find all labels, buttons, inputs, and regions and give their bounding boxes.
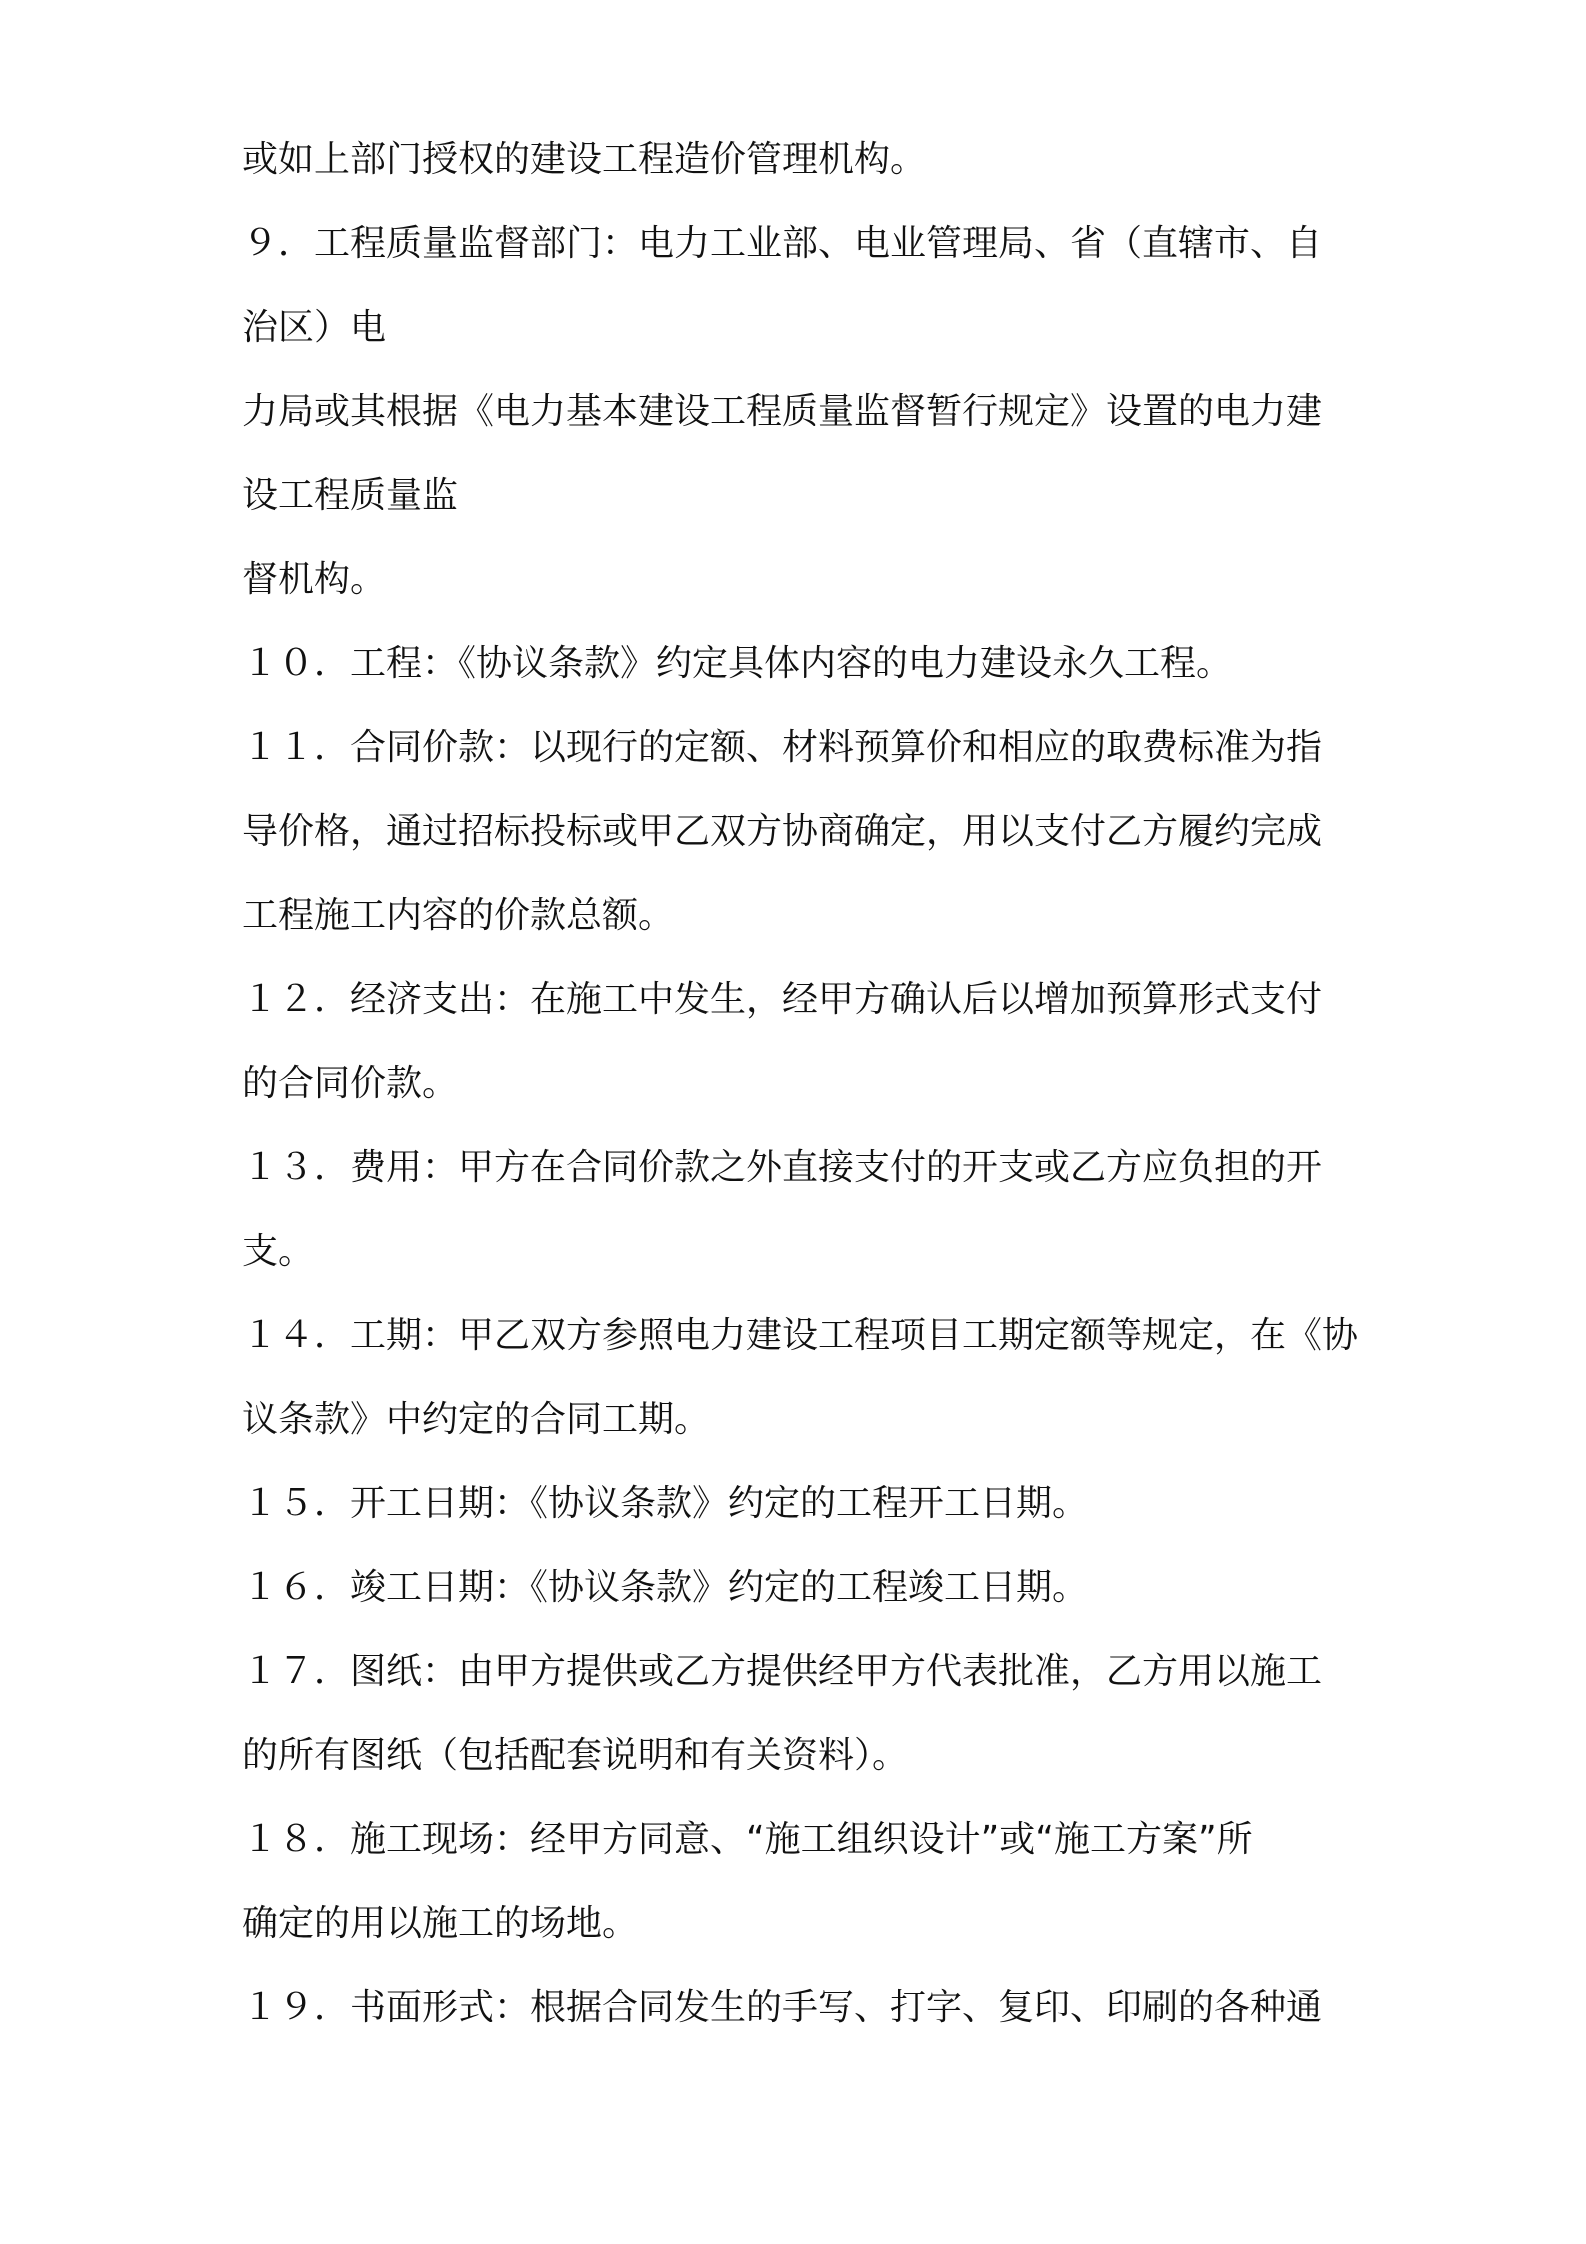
text-line: １８．施工现场：经甲方同意、“施工组织设计”或“施工方案”所 [242, 1819, 1253, 1860]
text-line: １３．费用：甲方在合同价款之外直接支付的开支或乙方应负担的开 [242, 1147, 1323, 1188]
document-body [242, 128, 1362, 2060]
text-line: 支。 [242, 1231, 315, 1272]
text-line: 导价格，通过招标投标或甲乙双方协商确定，用以支付乙方履约完成 [242, 811, 1323, 852]
text-line: 督机构。 [242, 559, 387, 600]
text-line: 治区）电 [242, 307, 387, 348]
text-line: １７．图纸：由甲方提供或乙方提供经甲方代表批准，乙方用以施工 [242, 1651, 1323, 1692]
text-line: 设工程质量监 [242, 475, 459, 516]
text-line: ９．工程质量监督部门：电力工业部、电业管理局、省（直辖市、自 [242, 223, 1323, 264]
text-line: 的所有图纸（包括配套说明和有关资料）。 [242, 1735, 909, 1776]
text-line: １９．书面形式：根据合同发生的手写、打字、复印、印刷的各种通 [242, 1987, 1323, 2028]
text-line: 确定的用以施工的场地。 [242, 1903, 639, 1944]
text-line: １０．工程：《协议条款》约定具体内容的电力建设永久工程。 [242, 643, 1233, 684]
text-line: １４．工期：甲乙双方参照电力建设工程项目工期定额等规定，在《协 [242, 1315, 1359, 1356]
text-line: １５．开工日期：《协议条款》约定的工程开工日期。 [242, 1483, 1089, 1524]
text-line: １６．竣工日期：《协议条款》约定的工程竣工日期。 [242, 1567, 1089, 1608]
text-line: 的合同价款。 [242, 1063, 459, 1104]
text-line: １２．经济支出：在施工中发生，经甲方确认后以增加预算形式支付 [242, 979, 1323, 1020]
text-line: 议条款》中约定的合同工期。 [242, 1399, 711, 1440]
text-line: 工程施工内容的价款总额。 [242, 895, 675, 936]
text-line: 力局或其根据《电力基本建设工程质量监督暂行规定》设置的电力建 [242, 391, 1323, 432]
text-line: 或如上部门授权的建设工程造价管理机构。 [242, 139, 927, 180]
text-line: １１．合同价款：以现行的定额、材料预算价和相应的取费标准为指 [242, 727, 1323, 768]
